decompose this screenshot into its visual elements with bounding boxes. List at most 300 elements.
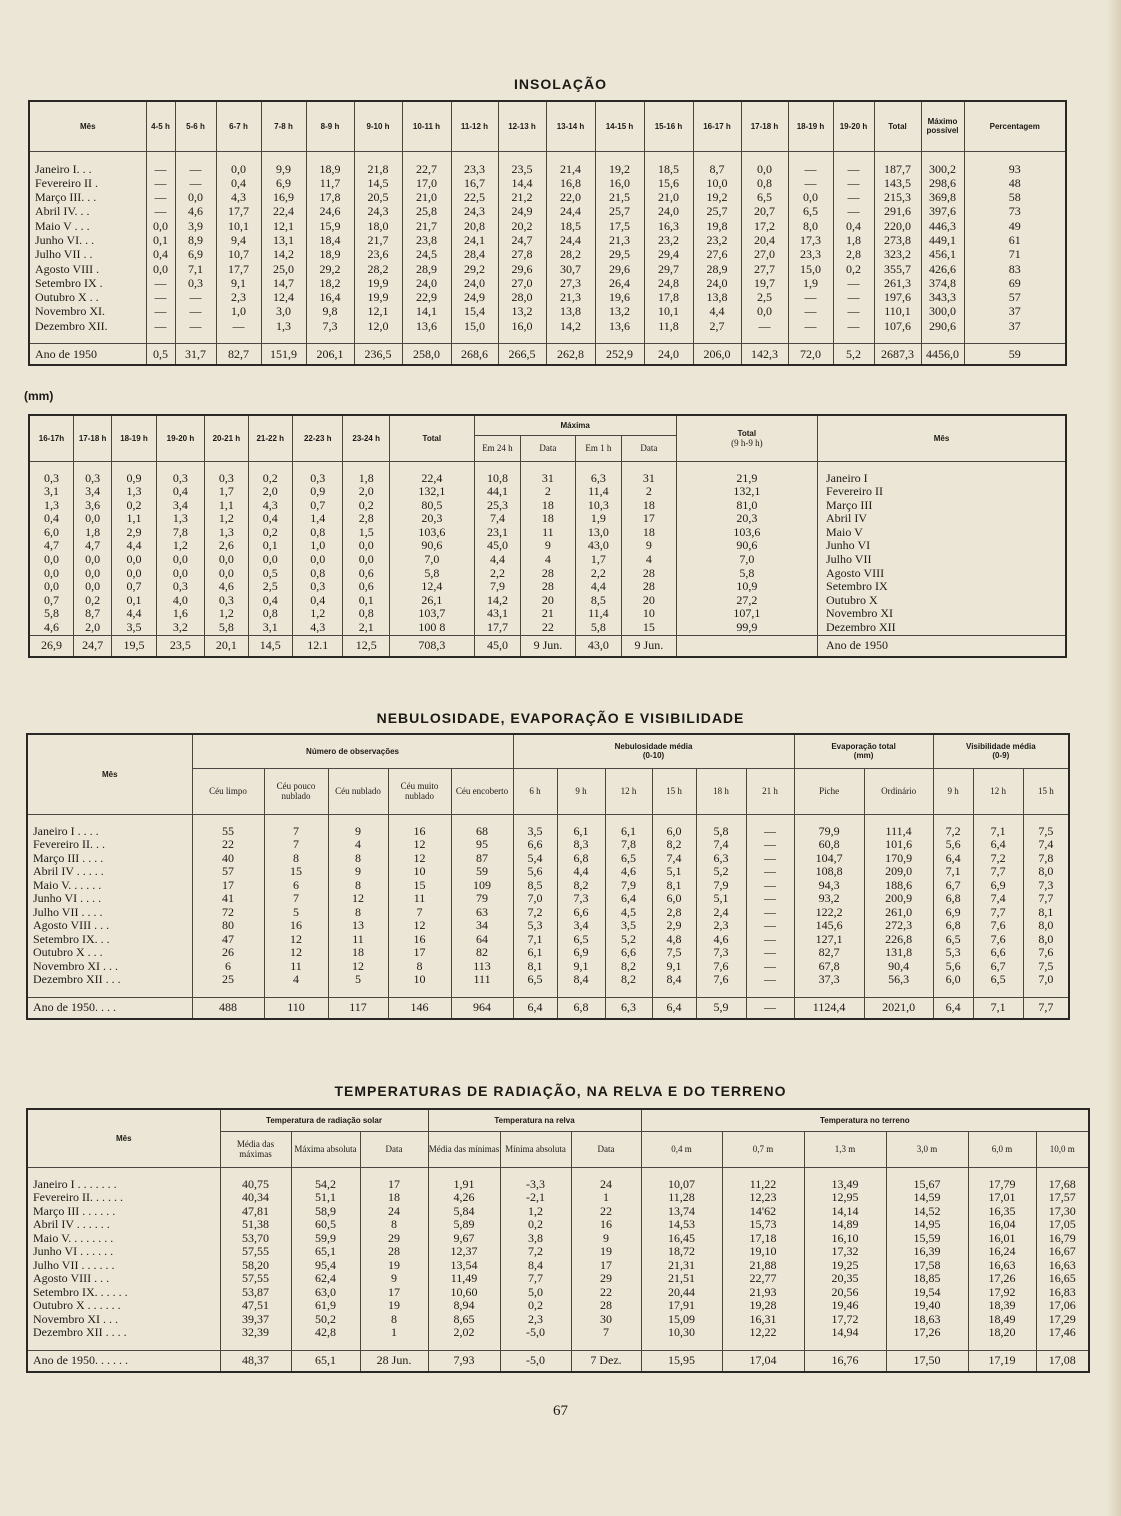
data-cell: 12,95 (804, 1191, 886, 1205)
table-row (27, 879, 1069, 893)
total-cell: 258,0 (402, 344, 451, 366)
total-cell: 28 Jun. (360, 1350, 428, 1372)
data-cell: 61 (964, 233, 1066, 247)
data-cell: 4,5 (605, 906, 652, 920)
data-cell: 0,7 (112, 580, 156, 594)
total-cell: 268,6 (451, 344, 498, 366)
data-cell: 58,9 (291, 1205, 360, 1219)
month-label: Maio V . . . (29, 219, 146, 233)
data-cell: 19,10 (722, 1245, 804, 1259)
data-cell: 10,3 (575, 499, 621, 513)
month-label: Janeiro I . . . . . . . (27, 1178, 220, 1192)
data-cell: 10 (388, 865, 451, 879)
data-cell: — (833, 290, 874, 304)
data-cell: 25,8 (402, 204, 451, 218)
data-cell: 2,02 (428, 1326, 500, 1340)
data-cell: 0,4 (29, 512, 73, 526)
data-cell: -5,0 (500, 1326, 571, 1340)
data-cell: 1,8 (73, 526, 111, 540)
data-cell: — (175, 176, 216, 190)
data-cell: 6,5 (788, 204, 833, 218)
total-cell: 7 Dez. (571, 1350, 641, 1372)
data-cell: 16,65 (1036, 1272, 1089, 1286)
data-cell: 4,0 (156, 594, 204, 608)
data-cell: 1,3 (112, 485, 156, 499)
data-cell: 0,9 (112, 472, 156, 486)
data-cell: 7,3 (1023, 879, 1069, 893)
evaporation-group-header (794, 734, 933, 768)
month-label: Janeiro I. . . (29, 162, 146, 176)
data-cell: 12,1 (261, 219, 306, 233)
data-cell: 0,1 (343, 594, 389, 608)
data-cell: 24,6 (306, 204, 354, 218)
data-cell: 11 (328, 933, 388, 947)
data-cell: 7,7 (973, 906, 1023, 920)
data-cell: 1,9 (788, 276, 833, 290)
data-cell: 15,67 (886, 1178, 968, 1192)
data-cell: 3,1 (29, 485, 73, 499)
month-label: Agosto VIII . . . (27, 919, 192, 933)
data-cell: 6,7 (973, 960, 1023, 974)
data-cell: 21,88 (722, 1259, 804, 1273)
data-cell: 21,9 (676, 472, 817, 486)
data-cell: 0,2 (500, 1299, 571, 1313)
data-cell: 18 (328, 946, 388, 960)
data-cell: 7,8 (605, 838, 652, 852)
data-cell: 21,8 (354, 162, 402, 176)
data-cell: 132,1 (676, 485, 817, 499)
data-cell: 1,3 (156, 512, 204, 526)
month-label: Abril IV . . . . . (27, 865, 192, 879)
total-cell: 142,3 (741, 344, 788, 366)
data-cell: 0,3 (29, 472, 73, 486)
column-header: Total (874, 101, 921, 151)
table-row (27, 1178, 1089, 1192)
total-cell: 2687,3 (874, 344, 921, 366)
data-cell: 290,6 (921, 319, 964, 333)
total-9h-label: Total (737, 428, 757, 438)
page-spine (1107, 0, 1121, 1516)
data-cell: 11,22 (722, 1178, 804, 1192)
month-label: Janeiro I (818, 472, 1066, 486)
data-cell: 8,0 (1023, 865, 1069, 879)
data-cell: 15,4 (451, 304, 498, 318)
nebulosity-hour-header: 18 h (696, 768, 746, 814)
table-row (27, 973, 1069, 987)
data-cell: 47,81 (220, 1205, 291, 1219)
precipitacao-table (28, 414, 1067, 658)
data-cell: 50,2 (291, 1313, 360, 1327)
data-cell: 27,2 (676, 594, 817, 608)
data-cell: 3,5 (112, 621, 156, 635)
table-row (29, 594, 1066, 608)
total-cell: 6,4 (513, 997, 557, 1019)
table-row (27, 919, 1069, 933)
data-cell: 4,4 (557, 865, 605, 879)
evaporation-sub-header: Piche (794, 768, 864, 814)
data-cell: — (146, 319, 175, 333)
data-cell: — (746, 933, 794, 947)
data-cell: 10,9 (676, 580, 817, 594)
data-cell: 5,89 (428, 1218, 500, 1232)
data-cell: 37 (964, 319, 1066, 333)
data-cell: 24 (571, 1178, 641, 1192)
visibility-group-header (933, 734, 1069, 768)
data-cell: 5,8 (696, 825, 746, 839)
soil-depth-header: 0,7 m (722, 1131, 804, 1167)
data-cell: 0,2 (500, 1218, 571, 1232)
data-cell: 7,3 (557, 892, 605, 906)
data-cell: 29 (571, 1272, 641, 1286)
data-cell: — (788, 319, 833, 333)
hour-column-header: 17-18 h (73, 415, 111, 461)
data-cell: 82,7 (794, 946, 864, 960)
data-cell: 17,7 (474, 621, 520, 635)
data-cell: 82 (451, 946, 513, 960)
visibility-label: Visibilidade média (966, 742, 1036, 752)
data-cell: 83 (964, 262, 1066, 276)
data-cell: 15,73 (722, 1218, 804, 1232)
data-cell: 21,5 (595, 190, 644, 204)
data-cell: 16 (388, 933, 451, 947)
data-cell: 6,5 (513, 973, 557, 987)
data-cell: — (746, 973, 794, 987)
data-cell: — (746, 825, 794, 839)
data-cell: 7,6 (973, 933, 1023, 947)
total-cell: 146 (388, 997, 451, 1019)
data-cell: 57 (964, 290, 1066, 304)
data-cell: 20 (521, 594, 576, 608)
data-cell: 19,2 (693, 190, 741, 204)
data-cell: 0,7 (292, 499, 342, 513)
data-cell: 7,9 (474, 580, 520, 594)
data-cell: 22 (192, 838, 264, 852)
data-cell: 1,5 (343, 526, 389, 540)
data-cell: 6,3 (575, 472, 621, 486)
data-cell: 1,2 (205, 512, 248, 526)
data-cell: 24,4 (546, 204, 595, 218)
data-cell: 15,0 (451, 319, 498, 333)
grass-sub-header: Mínima absoluta (500, 1131, 571, 1167)
month-label: Março III . . . . . . (27, 1205, 220, 1219)
data-cell: 6,1 (557, 825, 605, 839)
data-cell: 111 (451, 973, 513, 987)
data-cell: 9,1 (216, 276, 261, 290)
data-cell: 13,1 (261, 233, 306, 247)
data-cell: 11,4 (575, 607, 621, 621)
data-cell: 0,3 (73, 472, 111, 486)
data-cell: 374,8 (921, 276, 964, 290)
data-cell: 19,28 (722, 1299, 804, 1313)
data-cell: 17 (192, 879, 264, 893)
insolacao-table (28, 100, 1067, 366)
data-cell: 69 (964, 276, 1066, 290)
data-cell: 72 (192, 906, 264, 920)
data-cell: 24,7 (498, 233, 546, 247)
data-cell: 100 8 (389, 621, 474, 635)
data-cell: 7,6 (1023, 946, 1069, 960)
data-cell: 29,7 (644, 262, 693, 276)
data-cell: 27,6 (693, 247, 741, 261)
data-cell: 10,1 (644, 304, 693, 318)
data-cell: 13,2 (498, 304, 546, 318)
table-row (29, 499, 1066, 513)
nebulosity-label: Nebulosidade média (614, 742, 693, 752)
data-cell: 16,04 (968, 1218, 1036, 1232)
data-cell: 2,7 (693, 319, 741, 333)
data-cell: 2,2 (575, 567, 621, 581)
data-cell: 7,3 (306, 319, 354, 333)
table-row (29, 247, 1066, 261)
data-cell: — (746, 906, 794, 920)
table-row (27, 1205, 1089, 1219)
total-cell: 1124,4 (794, 997, 864, 1019)
data-cell: 16,01 (968, 1232, 1036, 1246)
data-cell: 0,8 (741, 176, 788, 190)
data-cell: 15,9 (306, 219, 354, 233)
data-cell: 18 (521, 499, 576, 513)
data-cell: 13,0 (575, 526, 621, 540)
data-cell: 0,3 (156, 580, 204, 594)
total-cell: 16,76 (804, 1350, 886, 1372)
month-label: Julho VII . . (29, 247, 146, 261)
data-cell: — (746, 852, 794, 866)
data-cell: 14,7 (261, 276, 306, 290)
observations-group-header: Número de observações (192, 734, 513, 768)
data-cell: 60,5 (291, 1218, 360, 1232)
data-cell: 63 (451, 906, 513, 920)
data-cell: 1,6 (156, 607, 204, 621)
data-cell: 17,72 (804, 1313, 886, 1327)
data-cell: 9 (622, 539, 677, 553)
table-row (29, 319, 1066, 333)
data-cell: 17 (360, 1178, 428, 1192)
month-label: Março III. . . (29, 190, 146, 204)
table-row (29, 204, 1066, 218)
data-cell: 80,5 (389, 499, 474, 513)
data-cell: 5,8 (676, 567, 817, 581)
data-cell: — (788, 304, 833, 318)
table-row (29, 553, 1066, 567)
data-cell: 28,2 (546, 247, 595, 261)
data-cell: 79,9 (794, 825, 864, 839)
total-cell: 7,1 (973, 997, 1023, 1019)
data-cell: 87 (451, 852, 513, 866)
data-cell: 7 (264, 838, 328, 852)
data-cell: 12 (328, 892, 388, 906)
column-header: 11-12 h (451, 101, 498, 151)
data-cell: 188,6 (864, 879, 933, 893)
data-cell: 1,2 (292, 607, 342, 621)
data-cell: 16 (571, 1218, 641, 1232)
data-cell: 101,6 (864, 838, 933, 852)
data-cell: 13,49 (804, 1178, 886, 1192)
data-cell: 9 (571, 1232, 641, 1246)
data-cell: 9 (521, 539, 576, 553)
data-cell: 24,4 (546, 233, 595, 247)
data-cell: 0,0 (205, 567, 248, 581)
data-cell: 6,1 (513, 946, 557, 960)
data-cell: 8 (264, 852, 328, 866)
data-cell: 90,6 (676, 539, 817, 553)
data-cell: 9,4 (216, 233, 261, 247)
data-cell: 18,4 (306, 233, 354, 247)
table-row (29, 176, 1066, 190)
data-cell: 17,46 (1036, 1326, 1089, 1340)
data-cell: 24,0 (644, 204, 693, 218)
soil-depth-header: 0,4 m (641, 1131, 722, 1167)
data-cell: 56,3 (864, 973, 933, 987)
data-cell: 21,31 (641, 1259, 722, 1273)
visibility-range: (0-9) (992, 751, 1010, 761)
data-cell: 2 (622, 485, 677, 499)
data-cell: 26 (192, 946, 264, 960)
data-cell: 107,6 (874, 319, 921, 333)
month-label: Novembro XI. (29, 304, 146, 318)
total-cell: 12.1 (292, 635, 342, 657)
data-cell: 58 (964, 190, 1066, 204)
data-cell: 0,2 (112, 499, 156, 513)
total-cell: 236,5 (354, 344, 402, 366)
data-cell: 10,0 (693, 176, 741, 190)
data-cell: 4,7 (73, 539, 111, 553)
data-cell: 18,5 (644, 162, 693, 176)
table-row (27, 1272, 1089, 1286)
data-cell: 5,8 (205, 621, 248, 635)
month-label: Outubro X (818, 594, 1066, 608)
data-cell: 5,4 (513, 852, 557, 866)
column-header: 9-10 h (354, 101, 402, 151)
data-cell: — (175, 162, 216, 176)
data-cell: 4 (264, 973, 328, 987)
data-cell: 13,74 (641, 1205, 722, 1219)
data-cell: 32,39 (220, 1326, 291, 1340)
data-cell: 8,2 (652, 838, 696, 852)
data-cell: 17 (388, 946, 451, 960)
visibility-hour-header: 9 h (933, 768, 973, 814)
data-cell: 5,3 (513, 919, 557, 933)
total-cell: 72,0 (788, 344, 833, 366)
data-cell: 1,8 (343, 472, 389, 486)
data-cell: 0,2 (343, 499, 389, 513)
data-cell: 9,9 (261, 162, 306, 176)
data-cell: 7,0 (513, 892, 557, 906)
total-cell: 82,7 (216, 344, 261, 366)
data-cell: 6,4 (605, 892, 652, 906)
data-cell: 19,40 (886, 1299, 968, 1313)
data-cell: 18,63 (886, 1313, 968, 1327)
table-row (29, 526, 1066, 540)
data-cell: 90,4 (864, 960, 933, 974)
month-label: Junho VI . . . . . . (27, 1245, 220, 1259)
data-cell: 8,4 (500, 1259, 571, 1273)
solar-sub-header: Data (360, 1131, 428, 1167)
data-cell: 2,8 (652, 906, 696, 920)
data-cell: 0,2 (833, 262, 874, 276)
soil-temperature-group-header: Temperatura no terreno (641, 1109, 1089, 1131)
data-cell: 11,7 (306, 176, 354, 190)
data-cell: 215,3 (874, 190, 921, 204)
month-label: Julho VII . . . . . . (27, 1259, 220, 1273)
data-cell: 14'62 (722, 1205, 804, 1219)
data-cell: 0,1 (248, 539, 292, 553)
data-cell: 22 (571, 1205, 641, 1219)
data-cell: 20,35 (804, 1272, 886, 1286)
data-cell: 103,7 (389, 607, 474, 621)
data-cell: 15,6 (644, 176, 693, 190)
data-cell: — (746, 879, 794, 893)
data-cell: 110,1 (874, 304, 921, 318)
table-row (27, 1232, 1089, 1246)
data-cell: 3,6 (73, 499, 111, 513)
column-header: 4-5 h (146, 101, 175, 151)
data-cell: 57 (192, 865, 264, 879)
column-header: 8-9 h (306, 101, 354, 151)
total-cell: 7,93 (428, 1350, 500, 1372)
total-cell: 206,1 (306, 344, 354, 366)
data-cell: 30,7 (546, 262, 595, 276)
data-cell: 18,72 (641, 1245, 722, 1259)
hour-column-header: 22-23 h (292, 415, 342, 461)
data-cell: 43,1 (474, 607, 520, 621)
data-cell: 8,1 (513, 960, 557, 974)
data-cell: 14,94 (804, 1326, 886, 1340)
data-cell: 261,3 (874, 276, 921, 290)
data-cell: 63,0 (291, 1286, 360, 1300)
data-cell: 51,38 (220, 1218, 291, 1232)
data-cell: 7,2 (513, 906, 557, 920)
data-cell: 122,2 (794, 906, 864, 920)
data-cell: 5,1 (652, 865, 696, 879)
data-cell: 81,0 (676, 499, 817, 513)
data-cell: 6,6 (605, 946, 652, 960)
data-cell: 25,3 (474, 499, 520, 513)
data-cell: 34 (451, 919, 513, 933)
data-cell: 99,9 (676, 621, 817, 635)
data-cell: 6,5 (973, 973, 1023, 987)
data-cell: 43,0 (575, 539, 621, 553)
data-cell: 19,9 (354, 290, 402, 304)
data-cell: 0,0 (216, 162, 261, 176)
data-cell: 6,6 (513, 838, 557, 852)
total-cell: 206,0 (693, 344, 741, 366)
month-column-header: Mês (29, 101, 146, 151)
data-cell: — (146, 290, 175, 304)
total-cell: 110 (264, 997, 328, 1019)
data-cell: 22 (571, 1286, 641, 1300)
data-cell: 7,1 (513, 933, 557, 947)
data-cell: 16,0 (595, 176, 644, 190)
total-cell: 4456,0 (921, 344, 964, 366)
data-cell: 8,65 (428, 1313, 500, 1327)
data-cell: 22,0 (546, 190, 595, 204)
data-cell: 31 (521, 472, 576, 486)
data-cell: 11,28 (641, 1191, 722, 1205)
data-cell: 16,8 (546, 176, 595, 190)
data-cell: 18 (622, 499, 677, 513)
data-cell: 12 (388, 838, 451, 852)
data-cell: — (788, 176, 833, 190)
column-header: 16-17 h (693, 101, 741, 151)
data-cell: 17,58 (886, 1259, 968, 1273)
column-header: 18-19 h (788, 101, 833, 151)
data-cell: 21,0 (402, 190, 451, 204)
table-row (27, 1191, 1089, 1205)
page-number: 67 (553, 1403, 568, 1419)
data-cell: 7,6 (973, 919, 1023, 933)
data-cell: 14,95 (886, 1218, 968, 1232)
data-cell: 17,7 (216, 262, 261, 276)
